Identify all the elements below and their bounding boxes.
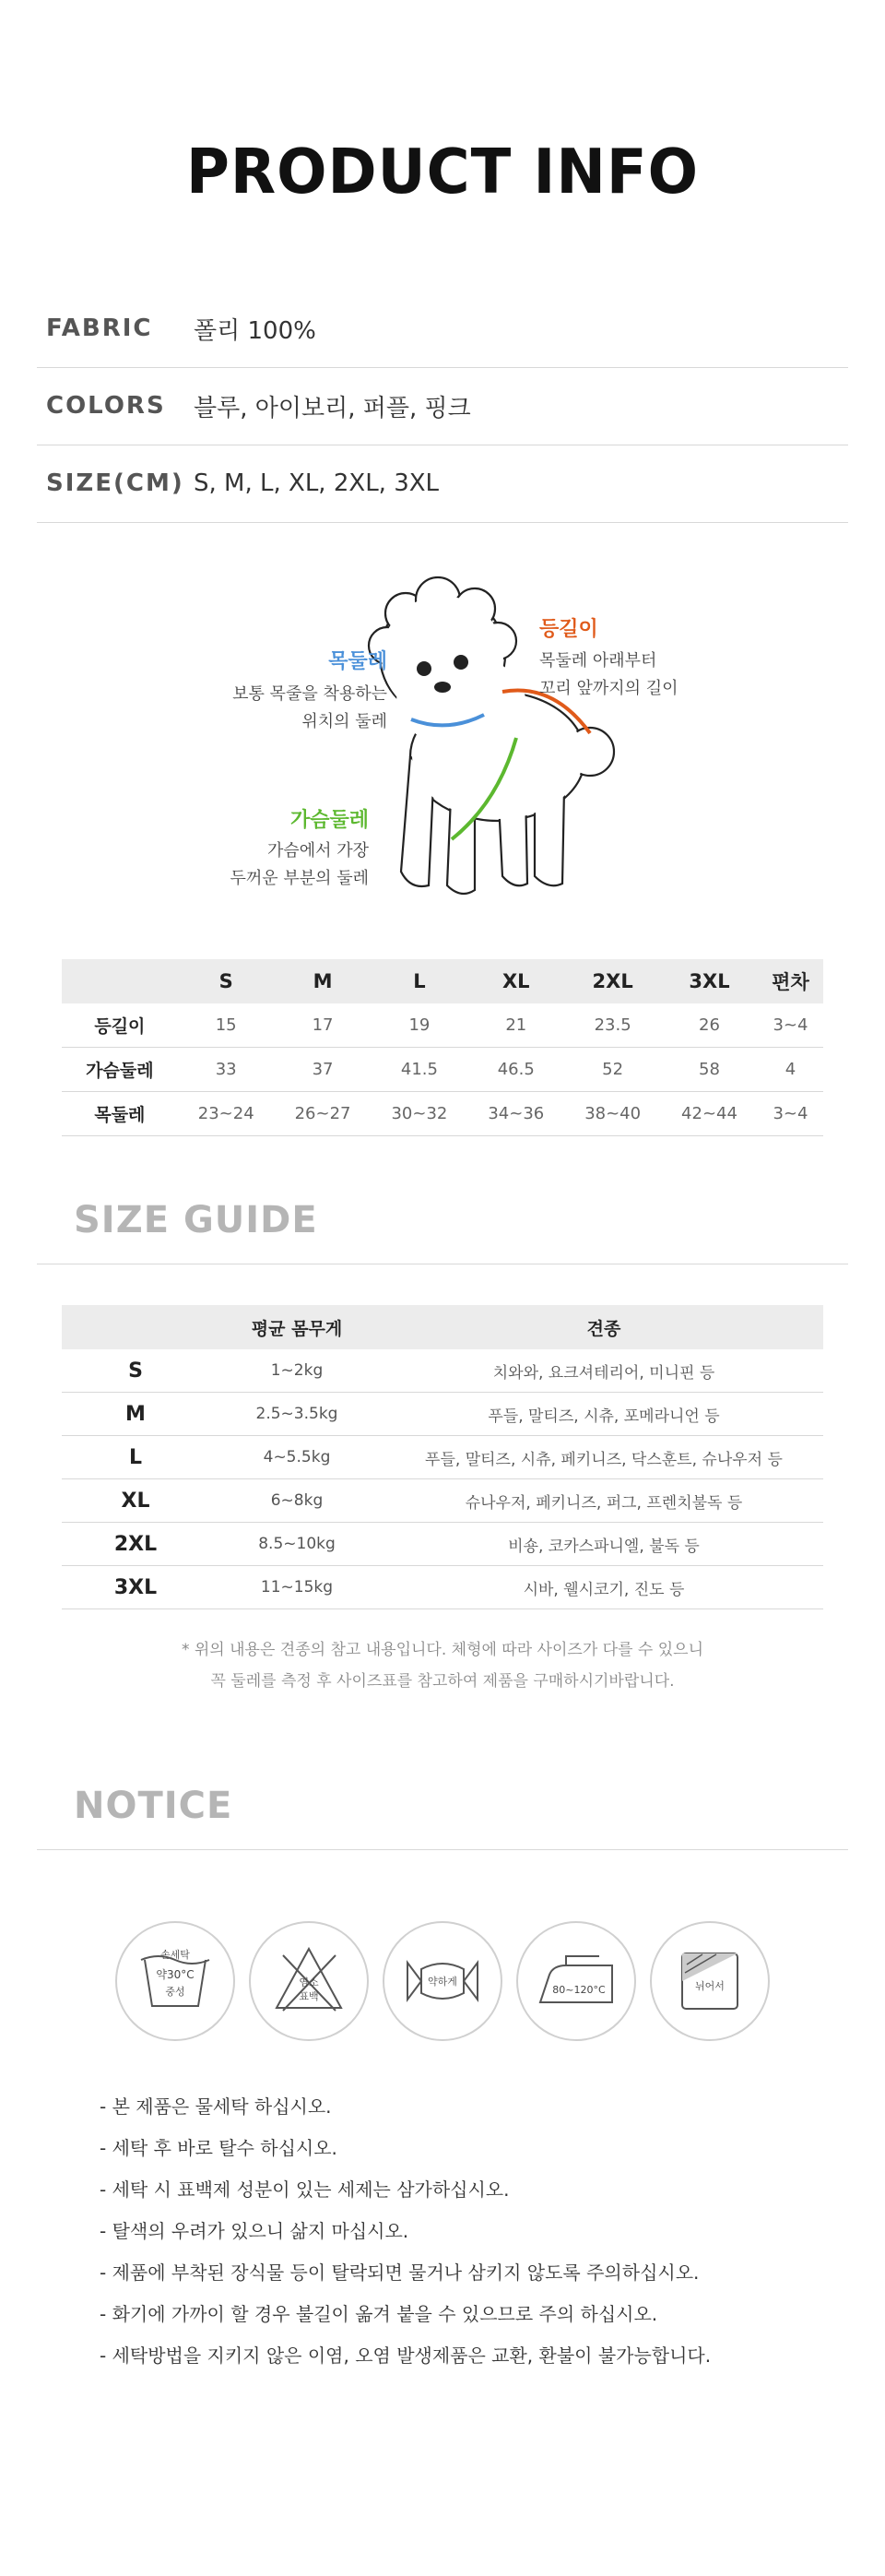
- hand-wash-neutral: 중성: [165, 1986, 185, 1998]
- gentle-wring-icon: [383, 1921, 502, 2041]
- row-label: 목둘레: [62, 1092, 178, 1136]
- size-table: [62, 959, 823, 1136]
- note-line1: * 위의 내용은 견종의 참고 내용입니다. 체형에 따라 사이즈가 다를 수 있으니: [181, 1641, 703, 1659]
- table-row: [62, 1393, 823, 1436]
- header-cell: 편차: [758, 959, 823, 1003]
- header-cell: L: [371, 959, 467, 1003]
- back-length-title: 등길이: [539, 618, 598, 641]
- header-cell: [62, 1305, 209, 1349]
- weight-cell: 2.5~3.5kg: [209, 1393, 384, 1436]
- iron-temp: 80~120°C: [552, 1984, 606, 1996]
- header-cell: 2XL: [564, 959, 661, 1003]
- notice-item: - 화기에 가까이 할 경우 불길이 옮겨 붙을 수 있으므로 주의 하십시오.: [100, 2303, 658, 2325]
- info-row-size: [37, 445, 848, 523]
- notice-item: - 세탁 후 바로 탈수 하십시오.: [100, 2137, 337, 2159]
- table-cell: 17: [275, 1003, 372, 1048]
- table-cell: 33: [178, 1048, 275, 1092]
- table-cell: 30~32: [371, 1092, 467, 1136]
- table-row: [62, 1048, 823, 1092]
- breeds-cell: 푸들, 말티즈, 시츄, 포메라니언 등: [384, 1393, 823, 1436]
- size-cell: 3XL: [62, 1566, 209, 1609]
- table-cell: 23.5: [564, 1003, 661, 1048]
- size-guide-heading: SIZE GUIDE: [74, 1199, 318, 1241]
- back-desc-line2: 꼬리 앞까지의 길이: [539, 679, 678, 698]
- info-row-fabric: [37, 290, 848, 368]
- table-row: [62, 1436, 823, 1479]
- weight-cell: 4~5.5kg: [209, 1436, 384, 1479]
- size-table-header: [62, 959, 823, 1003]
- size-cell: M: [62, 1393, 209, 1436]
- header-cell: XL: [467, 959, 564, 1003]
- guide-table-header: [62, 1305, 823, 1349]
- table-row: [62, 1349, 823, 1393]
- table-cell: 3~4: [758, 1003, 823, 1048]
- hand-wash-label: 손세탁: [160, 1949, 190, 1961]
- size-cell: 2XL: [62, 1523, 209, 1566]
- info-value: 폴리 100%: [194, 316, 316, 345]
- header-cell: 3XL: [661, 959, 758, 1003]
- table-row: [62, 1566, 823, 1609]
- iron-icon: [516, 1921, 636, 2041]
- note-line2: 꼭 둘레를 측정 후 사이즈표를 참고하여 제품을 구매하시기바랍니다.: [210, 1672, 675, 1691]
- neck-desc-line1: 보통 목줄을 착용하는: [232, 684, 387, 704]
- notice-heading: NOTICE: [74, 1785, 233, 1827]
- header-cell: 견종: [384, 1305, 823, 1349]
- table-cell: 19: [371, 1003, 467, 1048]
- table-cell: 4: [758, 1048, 823, 1092]
- no-bleach-icon: [249, 1921, 369, 2041]
- dog-measurement-diagram: [0, 572, 885, 922]
- table-cell: 41.5: [371, 1048, 467, 1092]
- header-cell: 평균 몸무게: [209, 1305, 384, 1349]
- row-label: 등길이: [62, 1003, 178, 1048]
- table-cell: 42~44: [661, 1092, 758, 1136]
- breeds-cell: 슈나우저, 페키니즈, 퍼그, 프렌치불독 등: [384, 1479, 823, 1523]
- table-cell: 52: [564, 1048, 661, 1092]
- notice-item: - 본 제품은 물세탁 하십시오.: [100, 2095, 332, 2118]
- table-cell: 38~40: [564, 1092, 661, 1136]
- info-label: COLORS: [46, 392, 166, 420]
- size-cell: S: [62, 1349, 209, 1393]
- table-cell: 3~4: [758, 1092, 823, 1136]
- notice-item: - 세탁방법을 지키지 않은 이염, 오염 발생제품은 교환, 환불이 불가능합니다.: [100, 2345, 712, 2367]
- table-cell: 37: [275, 1048, 372, 1092]
- info-value: S, M, L, XL, 2XL, 3XL: [194, 469, 440, 497]
- page-title: PRODUCT INFO: [185, 137, 700, 208]
- notice-item: - 탈색의 우려가 있으니 삶지 마십시오.: [100, 2220, 409, 2242]
- table-cell: 34~36: [467, 1092, 564, 1136]
- table-cell: 21: [467, 1003, 564, 1048]
- info-row-colors: [37, 367, 848, 445]
- info-label: SIZE(CM): [46, 469, 184, 497]
- dog-illustration: [0, 572, 885, 922]
- table-cell: 26: [661, 1003, 758, 1048]
- breeds-cell: 푸들, 말티즈, 시츄, 페키니즈, 닥스훈트, 슈나우저 등: [384, 1436, 823, 1479]
- breeds-cell: 비숑, 코카스파니엘, 불독 등: [384, 1523, 823, 1566]
- size-cell: L: [62, 1436, 209, 1479]
- chest-desc-line1: 가슴에서 가장: [266, 841, 369, 861]
- notice-item: - 세탁 시 표백제 성분이 있는 세제는 삼가하십시오.: [100, 2178, 510, 2201]
- table-cell: 23~24: [178, 1092, 275, 1136]
- row-label: 가슴둘레: [62, 1048, 178, 1092]
- back-desc-line1: 목둘레 아래부터: [539, 651, 657, 671]
- table-row: [62, 1479, 823, 1523]
- hand-wash-temp: 약30°C: [156, 1968, 195, 1981]
- size-guide-note: [0, 1634, 885, 1697]
- weight-cell: 6~8kg: [209, 1479, 384, 1523]
- section-divider: [37, 1849, 848, 1850]
- table-cell: 46.5: [467, 1048, 564, 1092]
- neck-title: 목둘레: [328, 650, 387, 673]
- shade-dry-label: 뉘어서: [695, 1980, 725, 1992]
- neck-desc-line2: 위치의 둘레: [301, 712, 387, 731]
- notice-item: - 제품에 부착된 장식물 등이 탈락되면 물거나 삼키지 않도록 주의하십시오.: [100, 2261, 700, 2284]
- table-row: [62, 1523, 823, 1566]
- breeds-cell: 치와와, 요크셔테리어, 미니핀 등: [384, 1349, 823, 1393]
- bleach-label-1: 염소: [299, 1977, 319, 1988]
- bleach-label-2: 표백: [299, 1990, 319, 2002]
- header-cell: S: [178, 959, 275, 1003]
- weight-cell: 8.5~10kg: [209, 1523, 384, 1566]
- header-cell: M: [275, 959, 372, 1003]
- table-cell: 15: [178, 1003, 275, 1048]
- shade-dry-icon: [650, 1921, 770, 2041]
- table-row: [62, 1003, 823, 1048]
- chest-desc: [203, 837, 369, 893]
- wring-label: 약하게: [428, 1976, 457, 1988]
- header-cell: [62, 959, 178, 1003]
- breeds-cell: 시바, 웰시코기, 진도 등: [384, 1566, 823, 1609]
- chest-title: 가슴둘레: [289, 809, 369, 832]
- size-guide-table: [62, 1305, 823, 1609]
- table-cell: 26~27: [275, 1092, 372, 1136]
- info-label: FABRIC: [46, 315, 153, 342]
- chest-desc-line2: 두꺼운 부분의 둘레: [230, 869, 369, 888]
- size-cell: XL: [62, 1479, 209, 1523]
- hand-wash-icon: [115, 1921, 235, 2041]
- notice-list: [100, 2086, 837, 2377]
- table-cell: 58: [661, 1048, 758, 1092]
- weight-cell: 11~15kg: [209, 1566, 384, 1609]
- back-length-desc: [539, 647, 742, 703]
- weight-cell: 1~2kg: [209, 1349, 384, 1393]
- info-value: 블루, 아이보리, 퍼플, 핑크: [194, 394, 471, 422]
- neck-desc: [189, 681, 387, 736]
- table-row: [62, 1092, 823, 1136]
